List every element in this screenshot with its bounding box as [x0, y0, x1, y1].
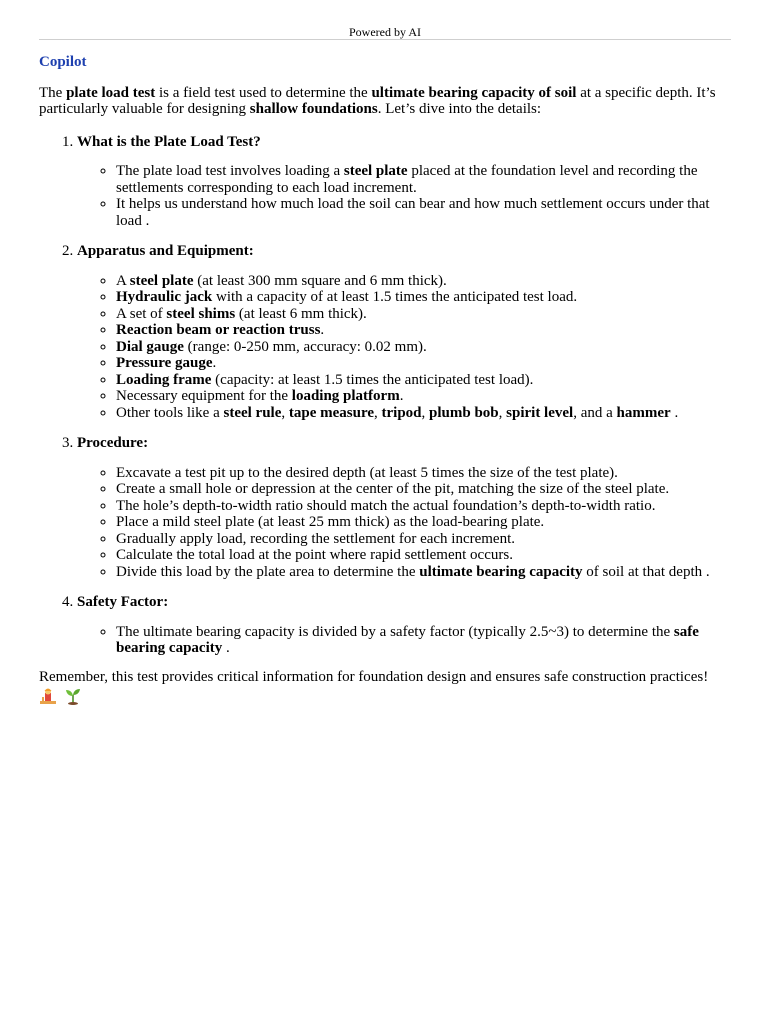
copilot-title: Copilot	[39, 54, 87, 70]
list-item: ◦ Other tools like a steel rule, tape measure, tripod, plumb bob, spirit level, and a hammer .	[116, 405, 731, 422]
list-item: ◦ Loading frame (capacity: at least 1.5 times the anticipated test load).	[116, 372, 731, 389]
list-item: ◦ Dial gauge (range: 0-250 mm, accuracy: 0.02 mm).	[116, 339, 731, 356]
list-item: ◦ Place a mild steel plate (at least 25 mm thick) as the load-bearing plate.	[116, 514, 731, 531]
list-item: ◦ A steel plate (at least 300 mm square and 6 mm thick).	[116, 273, 731, 290]
section-procedure	[77, 435, 731, 580]
list-item: ◦ Gradually apply load, recording the settlement for each increment.	[116, 531, 731, 548]
list-item: ◦ The hole’s depth-to-width ratio should match the actual foundation’s depth-to-width ratio.	[116, 498, 731, 515]
construction-worker-icon	[39, 687, 57, 705]
section-title: Apparatus and Equipment:	[77, 243, 254, 259]
powered-by-label: Powered by AI	[349, 25, 421, 39]
emoji-row	[39, 687, 731, 707]
header-divider	[39, 39, 731, 40]
list-item: ◦ Divide this load by the plate area to determine the ultimate bearing capacity of soil at that depth .	[116, 564, 731, 581]
list-item: ◦ The ultimate bearing capacity is divided by a safety factor (typically 2.5~3) to determine the safe bearing capacity .	[116, 624, 731, 657]
list-item: ◦ Create a small hole or depression at the center of the pit, matching the size of the steel plate.	[116, 481, 731, 498]
list-item: ◦ Pressure gauge.	[116, 355, 731, 372]
section-what-is	[77, 134, 731, 230]
intro-paragraph: The plate load test is a field test used to determine the ultimate bearing capacity of soil at a specific depth. It’s particularly valuable for designing shallow foundations. Let’s dive into the details:	[39, 84, 716, 117]
list-item: ◦ Necessary equipment for the loading platform.	[116, 388, 731, 405]
section-points	[77, 465, 731, 581]
response-content	[39, 54, 731, 707]
list-item: ◦ Reaction beam or reaction truss.	[116, 322, 731, 339]
list-item: ◦ It helps us understand how much load the soil can bear and how much settlement occurs under that load .	[116, 196, 731, 229]
steps-list	[39, 134, 731, 657]
list-item: ◦ The plate load test involves loading a steel plate placed at the foundation level and recording the settlements corresponding to each load increment.	[116, 163, 731, 196]
section-points	[77, 273, 731, 422]
list-item: ◦ Excavate a test pit up to the desired depth (at least 5 times the size of the test plate).	[116, 465, 731, 482]
closing-paragraph: Remember, this test provides critical information for foundation design and ensures safe construction practices!	[39, 668, 709, 685]
section-title: Procedure:	[77, 435, 149, 451]
section-apparatus	[77, 243, 731, 421]
seedling-icon	[64, 687, 82, 705]
list-item: ◦ A set of steel shims (at least 6 mm thick).	[116, 306, 731, 323]
section-points	[77, 624, 731, 657]
section-title: What is the Plate Load Test?	[77, 133, 261, 150]
list-item: ◦ Calculate the total load at the point where rapid settlement occurs.	[116, 547, 731, 564]
list-item: ◦ Hydraulic jack with a capacity of at least 1.5 times the anticipated test load.	[116, 289, 731, 306]
section-safety-factor	[77, 594, 731, 657]
section-title: Safety Factor:	[77, 594, 169, 610]
section-points	[77, 163, 731, 229]
